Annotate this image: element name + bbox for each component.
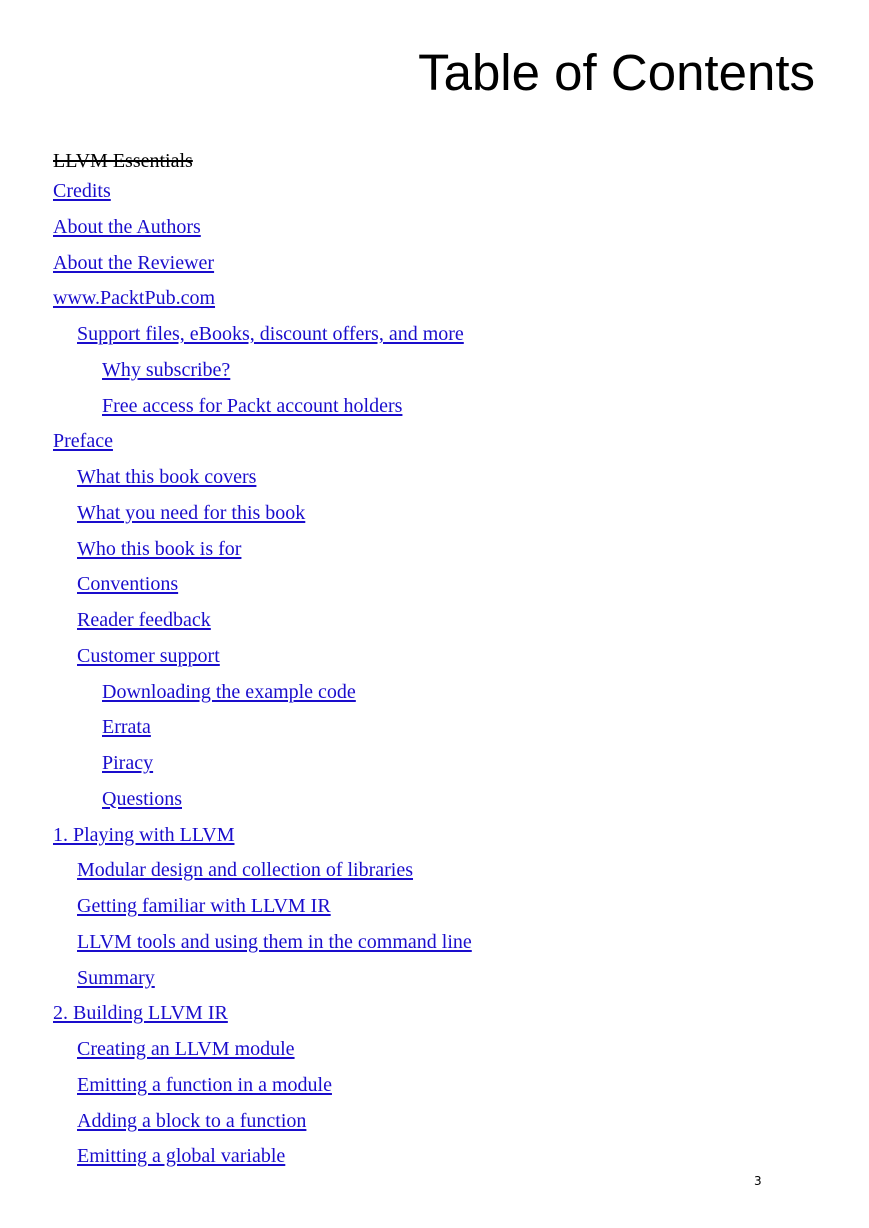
toc-link-level-0[interactable]: 2. Building LLVM IR	[53, 1002, 228, 1024]
toc-link-level-1[interactable]: Modular design and collection of libraries	[77, 859, 414, 881]
toc-link-level-1[interactable]: Support files, eBooks, discount offers, and more	[77, 323, 464, 345]
toc-link-level-0[interactable]: Preface	[53, 430, 113, 452]
page-number: 3	[754, 1174, 762, 1188]
toc-link-level-1[interactable]: Getting familiar with LLVM IR	[77, 895, 331, 917]
toc-link-level-1[interactable]: LLVM tools and using them in the command line	[77, 931, 472, 953]
toc-link-level-0[interactable]: Credits	[53, 180, 111, 202]
toc-link-level-0[interactable]: About the Reviewer	[53, 252, 215, 274]
toc-link-level-1[interactable]: Creating an LLVM module	[77, 1038, 295, 1060]
toc-link-level-1[interactable]: Customer support	[77, 645, 220, 667]
toc-link-level-1[interactable]: Who this book is for	[77, 538, 242, 560]
toc-link-level-1[interactable]: What you need for this book	[77, 502, 306, 524]
toc-link-level-1[interactable]: Summary	[77, 967, 155, 989]
page-title: Table of Contents	[418, 44, 815, 101]
toc-link-level-2[interactable]: Free access for Packt account holders	[102, 395, 403, 417]
toc-link-level-2[interactable]: Why subscribe?	[102, 359, 231, 381]
toc-link-level-1[interactable]: What this book covers	[77, 466, 257, 488]
book-title: LLVM Essentials	[53, 150, 193, 172]
toc-link-level-1[interactable]: Emitting a function in a module	[77, 1074, 332, 1096]
toc-link-level-2[interactable]: Errata	[102, 716, 151, 738]
toc-link-level-0[interactable]: 1. Playing with LLVM	[53, 824, 235, 846]
toc-link-level-1[interactable]: Emitting a global variable	[77, 1145, 286, 1167]
toc-link-level-2[interactable]: Downloading the example code	[102, 681, 356, 703]
toc-link-level-1[interactable]: Conventions	[77, 573, 179, 595]
toc-link-level-2[interactable]: Questions	[102, 788, 182, 810]
toc-link-level-1[interactable]: Adding a block to a function	[77, 1110, 307, 1132]
toc-link-level-1[interactable]: Reader feedback	[77, 609, 211, 631]
toc-link-level-2[interactable]: Piracy	[102, 752, 154, 774]
toc-link-level-0[interactable]: www.PacktPub.com	[53, 287, 216, 309]
toc-link-level-0[interactable]: About the Authors	[53, 216, 201, 238]
